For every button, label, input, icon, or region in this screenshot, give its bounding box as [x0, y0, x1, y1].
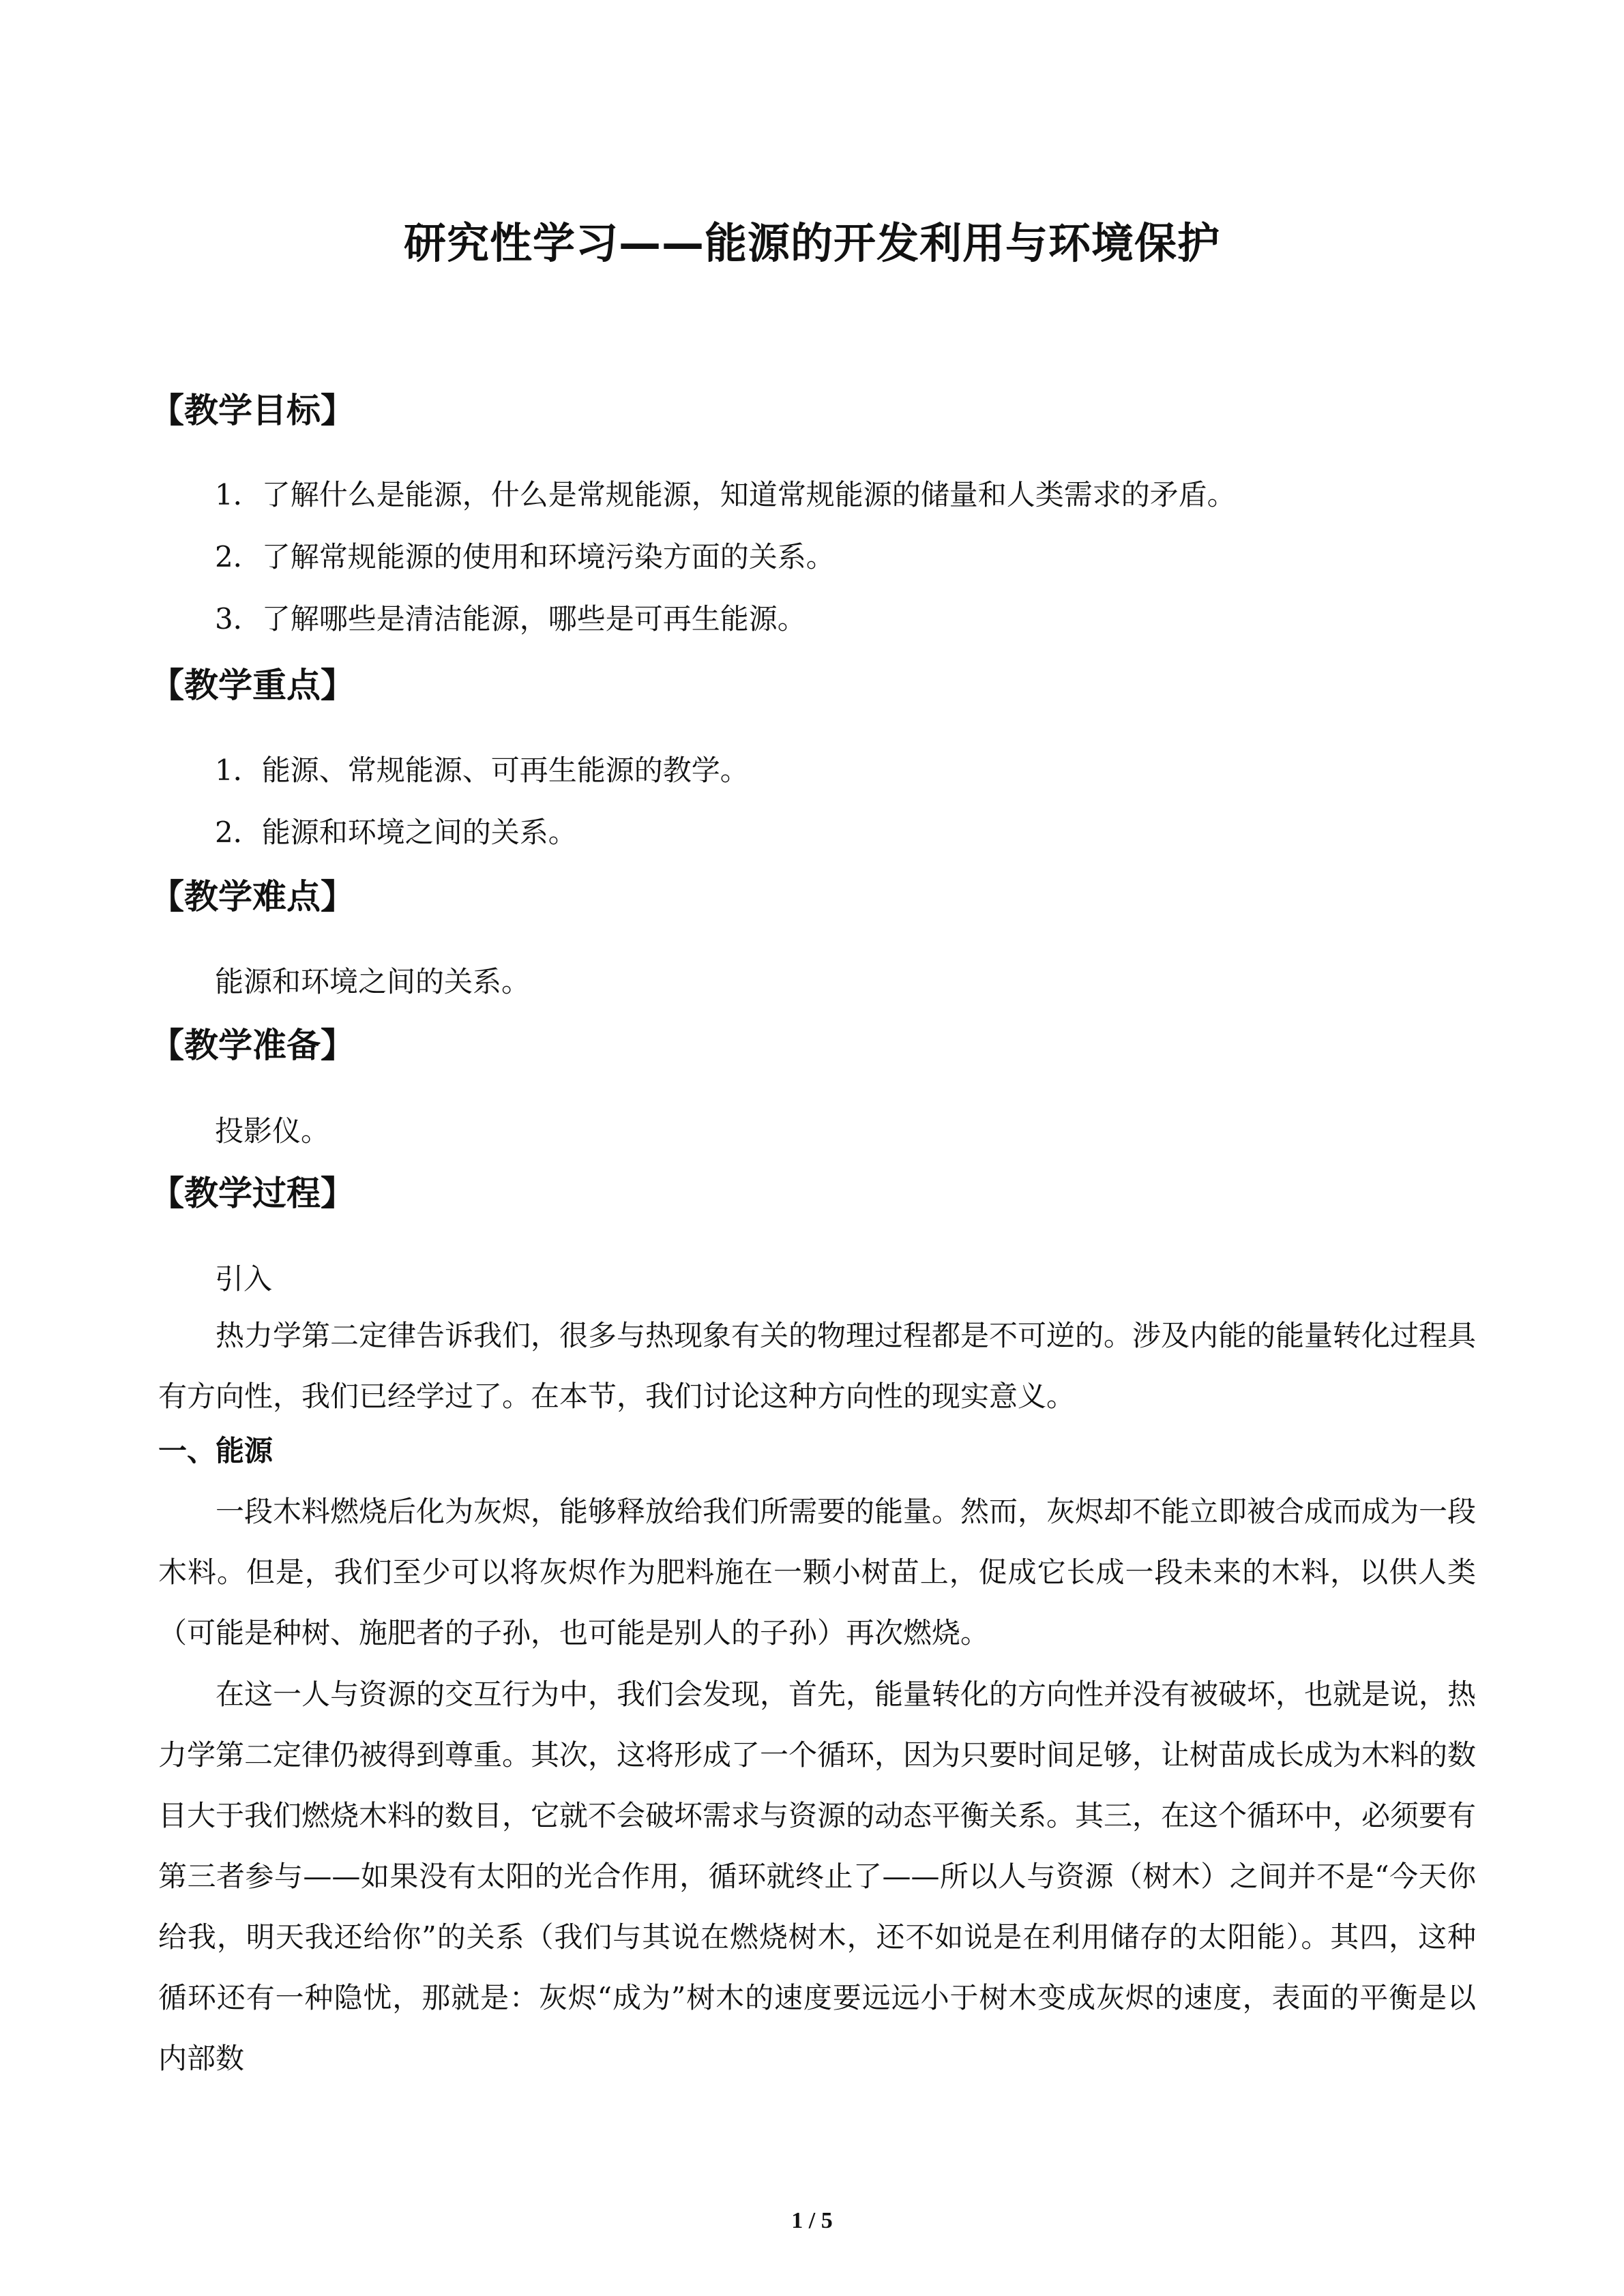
heading-preparation: 【教学准备】 — [150, 1026, 355, 1065]
objective-item-1: 1．了解什么是能源，什么是常规能源，知道常规能源的储量和人类需求的矛盾。 — [215, 478, 1236, 511]
heading-key-points: 【教学重点】 — [150, 666, 355, 705]
preparation-text: 投影仪。 — [215, 1114, 330, 1148]
heading-difficulties: 【教学难点】 — [150, 877, 355, 916]
intro-paragraph: 热力学第二定律告诉我们，很多与热现象有关的物理过程都是不可逆的。涉及内能的能量转化过程具有方向性，我们已经学过了。在本节，我们讨论这种方向性的现实意义。 — [158, 1319, 1477, 1413]
intro-label: 引入 — [215, 1262, 273, 1296]
paragraph-1: 一段木料燃烧后化为灰烬，能够释放给我们所需要的能量。然而，灰烬却不能立即被合成而成为一段木料。但是，我们至少可以将灰烬作为肥料施在一颗小树苗上，促成它长成一段未来的木料，以供人类（可能是种树、施肥者的子孙，也可能是别人的子孙）再次燃烧。 — [158, 1495, 1477, 1650]
key-point-item-1: 1．能源、常规能源、可再生能源的教学。 — [215, 754, 749, 787]
paragraph-2: 在这一人与资源的交互行为中，我们会发现，首先，能量转化的方向性并没有被破坏，也就是说，热力学第二定律仍被得到尊重。其次，这将形成了一个循环，因为只要时间足够，让树苗成长成为木料的数目大于我们燃烧木料的数目，它就不会破坏需求与资源的动态平衡关系。其三，在这个循环中，必须要有第三者参与——如果没有太阳的光合作用，循环就终止了——所以人与资源（树木）之间并不是“今天你给我，明天我还给你”的关系（我们与其说在燃烧树木，还不如说是在利用储存的太阳能）。其四，这种循环还有一种隐忧，那就是：灰烬“成为”树木的速度要远远小于树木变成灰烬的速度，表面的平衡是以内部数 — [158, 1678, 1477, 2075]
document-title: 研究性学习——能源的开发利用与环境保护 — [403, 218, 1220, 268]
page-number: 1 / 5 — [791, 2208, 833, 2233]
key-point-item-2: 2．能源和环境之间的关系。 — [215, 816, 577, 849]
difficulty-text: 能源和环境之间的关系。 — [215, 965, 531, 998]
objective-item-3: 3．了解哪些是清洁能源，哪些是可再生能源。 — [215, 602, 806, 636]
heading-process: 【教学过程】 — [150, 1174, 355, 1213]
objective-item-2: 2．了解常规能源的使用和环境污染方面的关系。 — [215, 540, 835, 573]
heading-objectives: 【教学目标】 — [150, 391, 355, 430]
part1-heading: 一、能源 — [158, 1434, 274, 1467]
